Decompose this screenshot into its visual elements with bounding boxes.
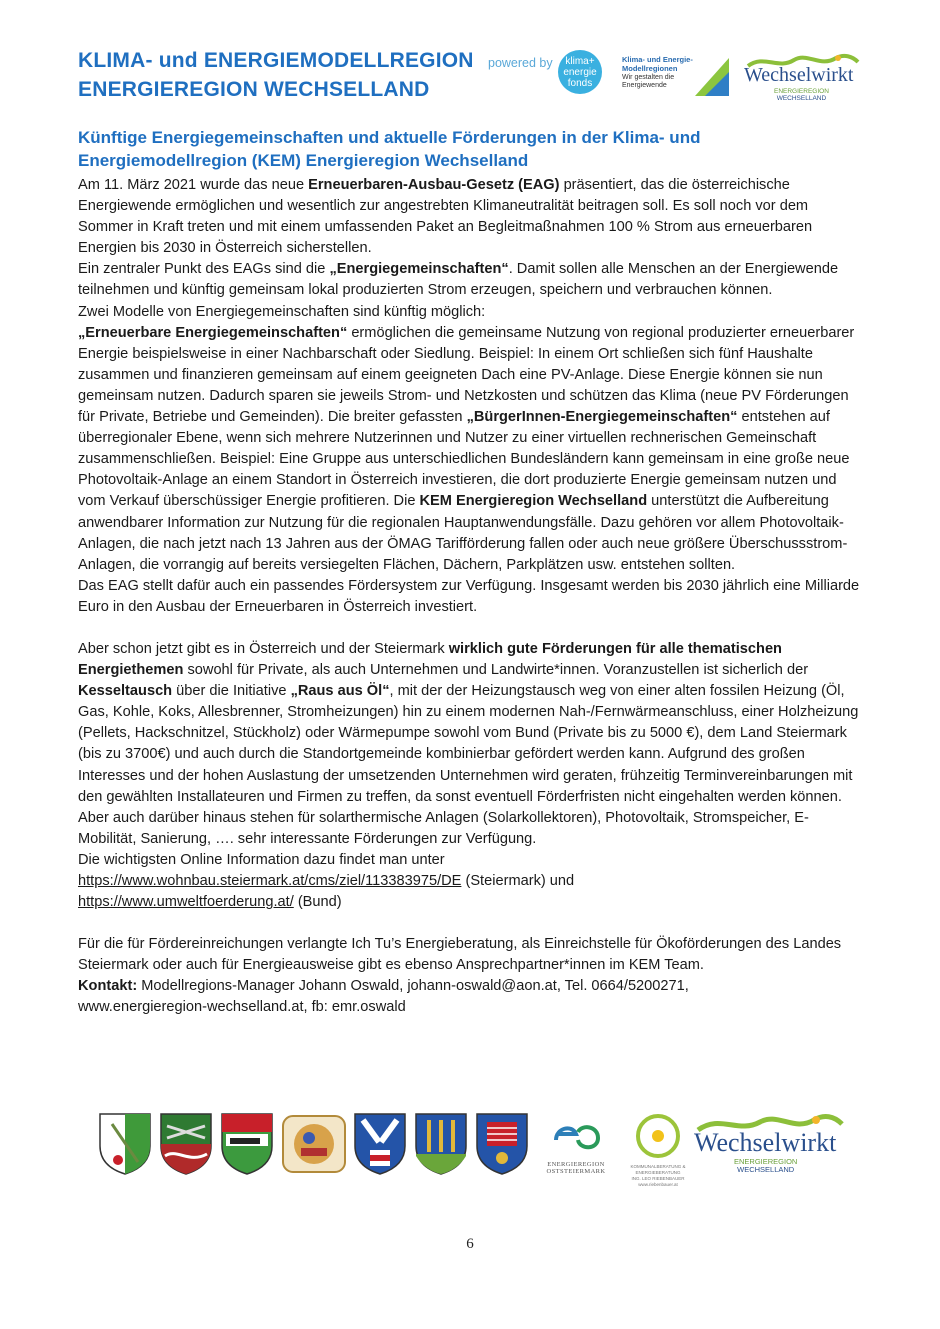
ww-bottom-subtitle [734,1158,797,1174]
p4-text-1: ermöglichen die gemeinsame Nutzung von regional produzierter erneuerbarer Energie beispielsweise in einer Nachbarschaft oder Siedlung. Beispiel: In einem Ort schließen sich fünf Haushalte zusammen und finanzieren gemeinsam auf einem geeigneten Dach eine PV-Anlage. Diese Energie können sie nun gemeinsam nutzen. Dadurch sparen sie jeweils Strom- und Netzkosten und schützen das Klima (neue PV Förderungen für Private, Betriebe und Gemeinden). Die breiter gefassten [78,324,855,426]
crest-icon-6 [414,1112,468,1176]
eo-symbol-icon [548,1116,604,1156]
crest-icon-2 [159,1112,213,1176]
contact-label: Kontakt: [78,978,138,995]
p2-text-2: . Damit sollen alle Menschen an der Energiewende teilnehmen und künftig gemeinsam lokal produzierten Strom erzeugen, speichern und verbrauchen können. [78,261,839,299]
p6-text-3: über die Initiative [172,683,291,700]
kef-text-2: energie [563,67,597,78]
page-header [78,46,498,104]
paragraph-4 [78,323,864,576]
spacer [78,618,864,639]
link-line-1 [78,871,864,892]
ww-word-2: wirkt [811,64,854,86]
kem-tagline: Wir gestalten die Energiewende [622,74,675,89]
p4-bold-3: KEM Energieregion Wechselland [419,493,648,510]
p4-text-3: unterstützt die Aufbereitung anwendbarer Information zur Nutzung für die regionalen Hauptanwendungsfälle. Dazu gehören vor allem Photovoltaik-Anlagen, die nach jetzt nach 13 Jahren aus der ÖMAG Tarifförderung fallen oder auch neue größere Überschussstrom-Anlagen, die vorrangig auf bereits versiegelten Flächen, Dächern, Parkplätzen usw. entstehen sollten. [78,493,848,573]
paragraph-8: Die wichtigsten Online Information dazu findet man unter [78,851,445,868]
link1-suffix: (Steiermark) und [461,873,575,889]
p1-text-2: präsentiert, das die österreichische Energiewende ermöglichen und wesentlich zur angestrebten Klimaneutralität beitragen soll. Es soll noch vor dem Sommer in Kraft treten und mit einem umfassenden Paket an Begleitmaßnahmen 100 % Strom aus erneuerbaren Energien bis 2030 in Österreich sicherstellen. [78,177,813,257]
paragraph-1 [78,175,864,259]
article-body [78,126,864,1019]
circ-text-3: www.riebenbauer.at [638,1182,678,1187]
powered-by-label: powered by [488,56,553,70]
kef-text-3: fonds [567,78,593,89]
paragraph-2 [78,259,864,301]
crest-icon-4 [281,1112,347,1176]
ww-bottom-sub-1: ENERGIEREGION [734,1157,798,1166]
circ-text-1: KOMMUNALBERATUNG & ENERGIEBERATUNG [630,1164,686,1175]
paragraph-5: Das EAG stellt dafür auch ein passendes Fördersystem zur Verfügung. Insgesamt werden bis 2030 jährlich eine Milliarde Euro in den Ausbau der Erneuerbaren in Österreich investiert. [78,577,860,615]
paragraph-3: Zwei Modelle von Energiegemeinschaften sind künftig möglich: [78,303,486,320]
link-steiermark[interactable]: https://www.wohnbau.steiermark.at/cms/ziel/113383975/DE [78,873,462,889]
link-line-2 [78,892,864,913]
p6-text-2: sowohl für Private, als auch Unternehmen und Landwirte*innen. Voranzustellen ist sicherlich der [183,662,809,679]
p2-bold: „Energiegemeinschaften“ [329,261,509,278]
p2-text: Ein zentraler Punkt des EAGs sind die [78,261,330,278]
p4-bold-1: „Erneuerbare Energiegemeinschaften“ [78,324,348,341]
p6-text-4: , mit der der Heizungstausch weg von einer alten fossilen Heizung (Öl, Gas, Kohle, Koks, Allesbrenner, Stromheizungen) hin zu einem modernen Nah-/Fernwärmeanschluss, einer Holzheizung (Pellets, Hackschnitzel, Stückholz) oder Wärmepumpe sowohl vom Bund (Private bis zu 5000 €), dem Land Steiermark (bis zu 3700€) und auch durch die Standortgemeinde kombinierbar gefördert werden kann. Aufgrund des großen Interesses und der hohen Auslastung der umsetzenden Unternehmen wird geraten, frühzeitig Terminvereinbarungen mit den gewählten Installateuren und Firmen zu treffen, da sonst eventuell Förderfristen nicht eingehalten werden können. [78,683,859,805]
link2-suffix: (Bund) [293,894,342,911]
link-umweltfoerderung[interactable]: https://www.umweltfoerderung.at/ [78,894,294,911]
p4-text-2: entstehen auf überregionaler Ebene, wenn sich mehrere Nutzerinnen und Nutzer zu einer virtuellen rechnerischen Gemeinschaft zusammenschließen. Beispiel: Eine Gruppe aus unterschiedlichen Bundesländern kann gemeinsam in eine große neue Photovoltaik-Anlage an einem Standort in Österreich investieren, die dort produzierte Energie gemeinsam nutzen und vom Verkauf überschüssiger Energie profitieren. Die [78,409,850,510]
paragraph-6 [78,639,864,808]
kem-title-1: Klima- und Energie- [622,55,693,64]
spacer [78,913,864,934]
p6-bold-2: Kesseltausch [78,683,173,700]
p1-bold: Erneuerbaren-Ausbau-Gesetz (EAG) [308,177,560,193]
p4-bold-2: „BürgerInnen-Energiegemeinschaften“ [466,409,738,426]
crest-icon-3 [220,1112,274,1176]
p6-bold-1: wirklich gute Förderungen für alle thematischen Energiethemen [78,640,782,679]
contact-web: www.energieregion-wechselland.at, fb: emr.oswald [78,999,406,1016]
p1-text: Am 11. März 2021 wurde das neue [78,177,309,193]
eo-text-1: ENERGIEREGION [547,1161,605,1168]
klima-energie-fonds-logo [558,50,602,94]
contact-text: Modellregions-Manager Johann Oswald, johann-oswald@aon.at, Tel. 0664/5200271, [137,978,689,995]
ww-sub-2: WECHSELLAND [776,95,827,102]
paragraph-7: Aber auch darüber hinaus stehen für solarthermische Anlagen (Solarkollektoren), Photovoltaik, Stromspeicher, E-Mobilität, Sanierung, …. sehr interessante Förderungen zur Verfügung. [78,809,809,847]
p6-text-1: Aber schon jetzt gibt es in Österreich und der Steiermark [78,640,449,657]
crest-icon-5 [353,1112,407,1176]
crest-icon-1 [98,1112,152,1176]
ww-wordmark [744,64,853,87]
wechsel-wirkt-logo-top [744,52,860,102]
header-line-1: KLIMA- und ENERGIEMODELLREGION [78,49,474,72]
circ-text-2: ING. LEO RIEBENBAUER [631,1176,685,1181]
ww-sub-1: ENERGIEREGION [774,88,829,95]
ww-bottom-word-1: Wechsel [694,1128,782,1157]
ww-subtitle [774,88,829,102]
kef-text-1: klima+ [565,56,595,67]
kem-title-2: Modellregionen [622,64,678,73]
article-title: Künftige Energiegemeinschaften und aktuelle Förderungen in der Klima- und Energiemodellregion (KEM) Energieregion Wechselland [78,128,701,170]
ww-wordmark-bottom [694,1128,836,1158]
contact-line [78,976,864,997]
ww-bottom-sub-2: WECHSELLAND [737,1165,795,1174]
sun-circle-icon [635,1113,681,1159]
crest-icon-7 [475,1112,529,1176]
kommunalberatung-logo [625,1113,691,1188]
ww-word-1: Wechsel [744,64,812,86]
eo-text-2: OSTSTEIERMARK [546,1168,606,1175]
ww-bottom-word-2: wirkt [781,1128,837,1157]
paragraph-9: Für die für Fördereinreichungen verlangte Ich Tu’s Energieberatung, als Einreichstelle für Ökoförderungen des Landes Steiermark oder auch für Energieausweise gibt es ebenso Ansprechpartner*innen im KEM Team. [78,936,842,974]
page-number: 6 [466,1236,474,1252]
header-line-2: ENERGIEREGION WECHSELLAND [78,78,430,101]
wechsel-wirkt-logo-bottom [694,1112,844,1176]
energieregion-oststeiermark-logo [538,1116,614,1175]
kem-logo-shape [695,52,729,96]
p6-bold-3: „Raus aus Öl“ [290,683,390,700]
